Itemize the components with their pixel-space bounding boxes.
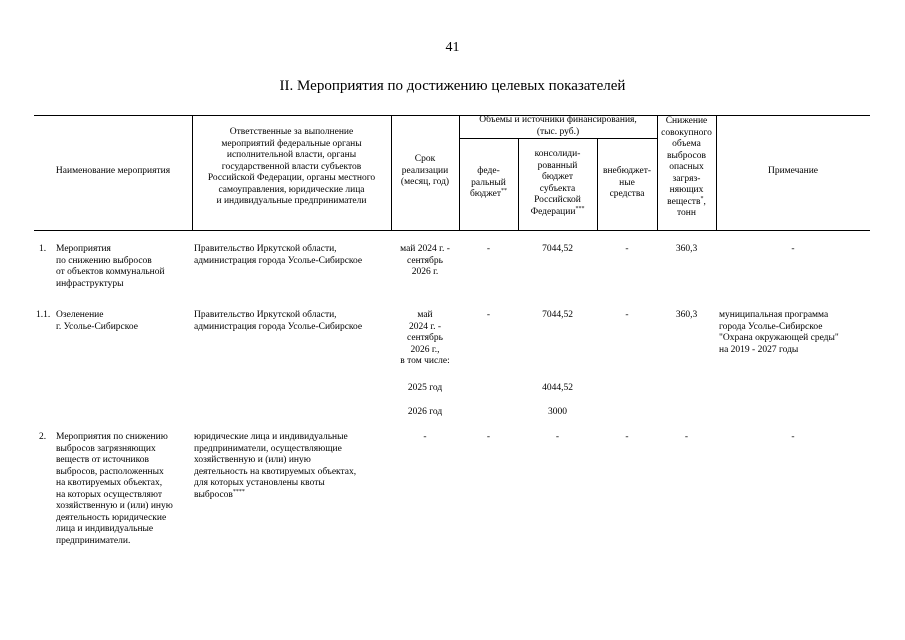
section-title: II. Мероприятия по достижению целевых показателей	[279, 78, 626, 94]
row-number: 1.1.	[36, 310, 51, 320]
header-name: Наименование мероприятия	[55, 166, 171, 176]
row-number: 2.	[39, 432, 47, 442]
row-offbudget: -	[625, 432, 629, 442]
header-funding-group: Объемы и источники финансирования, (тыс. руб.)	[479, 115, 637, 137]
header-term: Срок реализации (месяц, год)	[400, 154, 450, 187]
row-reduction: -	[684, 432, 689, 442]
row-consolidated: 3000	[548, 407, 567, 417]
header-offbudget: внебюджет- ные средства	[602, 166, 652, 199]
row-name: Озеленение г. Усолье-Сибирское	[56, 310, 138, 332]
header-reduction	[657, 116, 716, 220]
footnote-mark: *	[700, 195, 704, 202]
header-consolidated-label: консолиди- рованный бюджет субъекта Российской Федерации	[530, 149, 581, 217]
page-number: 41	[445, 40, 460, 55]
row-name: Мероприятия по снижению выбросов от объектов коммунальной инфраструктуры	[56, 244, 165, 289]
row-responsible-text: юридические лица и индивидуальные предприниматели, осуществляющие хозяйственную и (или) иную деятельность на квотируемых объектах, для которых установлены квоты выбросов	[194, 432, 357, 500]
row-term: май 2024 г. - сентябрь 2026 г., в том числе:	[400, 310, 450, 366]
row-offbudget: -	[625, 310, 629, 320]
header-responsible: Ответственные за выполнение мероприятий федеральные органы исполнительной власти, органы государственной власти субъектов Российской Федерации, органы местного самоуправления, юридические лица и индивидуальные предприниматели	[207, 127, 376, 206]
row-name: Мероприятия по снижению выбросов загрязняющих веществ от источников выбросов, расположенных на квотируемых объектах, на которых осуществляют хозяйственную и (или) иную деятельность юридические лица и индивидуальные предприниматели.	[56, 432, 173, 546]
header-federal	[459, 166, 518, 201]
row-reduction: 360,3	[675, 244, 698, 254]
row-number: 1.	[39, 244, 47, 254]
row-term: -	[423, 432, 427, 442]
row-term: май 2024 г. - сентябрь 2026 г.	[400, 244, 450, 277]
row-note: муниципальная программа города Усолье-Сибирское "Охрана окружающей среды" на 2019 - 2027 годы	[719, 310, 839, 355]
row-federal: -	[486, 244, 491, 254]
row-term: 2026 год	[407, 407, 443, 417]
footnote-mark: ***	[575, 205, 585, 212]
header-reduction-label: Снижение совокупного объема выбросов опасных загряз- няющих веществ	[661, 116, 712, 207]
row-federal: -	[486, 310, 491, 320]
row-responsible	[194, 432, 394, 501]
row-federal: -	[486, 432, 491, 442]
row-consolidated: -	[555, 432, 560, 442]
header-reduction-unit: , тонн	[677, 196, 706, 218]
footnote-mark: **	[501, 187, 508, 194]
row-term: 2025 год	[407, 383, 443, 393]
footnote-mark: ****	[232, 488, 245, 495]
header-note: Примечание	[767, 166, 819, 176]
row-responsible: Правительство Иркутской области, администрация города Усолье-Сибирское	[194, 310, 363, 332]
row-note: -	[791, 432, 795, 442]
row-note: -	[791, 244, 795, 254]
header-consolidated	[518, 149, 597, 218]
row-consolidated: 7044,52	[542, 244, 573, 254]
row-responsible: Правительство Иркутской области, администрация города Усолье-Сибирское	[194, 244, 363, 266]
row-consolidated: 7044,52	[542, 310, 573, 320]
header-federal-label: феде- ральный бюджет	[469, 166, 506, 199]
row-reduction: 360,3	[675, 310, 698, 320]
row-consolidated: 4044,52	[542, 383, 573, 393]
row-offbudget: -	[625, 244, 629, 254]
